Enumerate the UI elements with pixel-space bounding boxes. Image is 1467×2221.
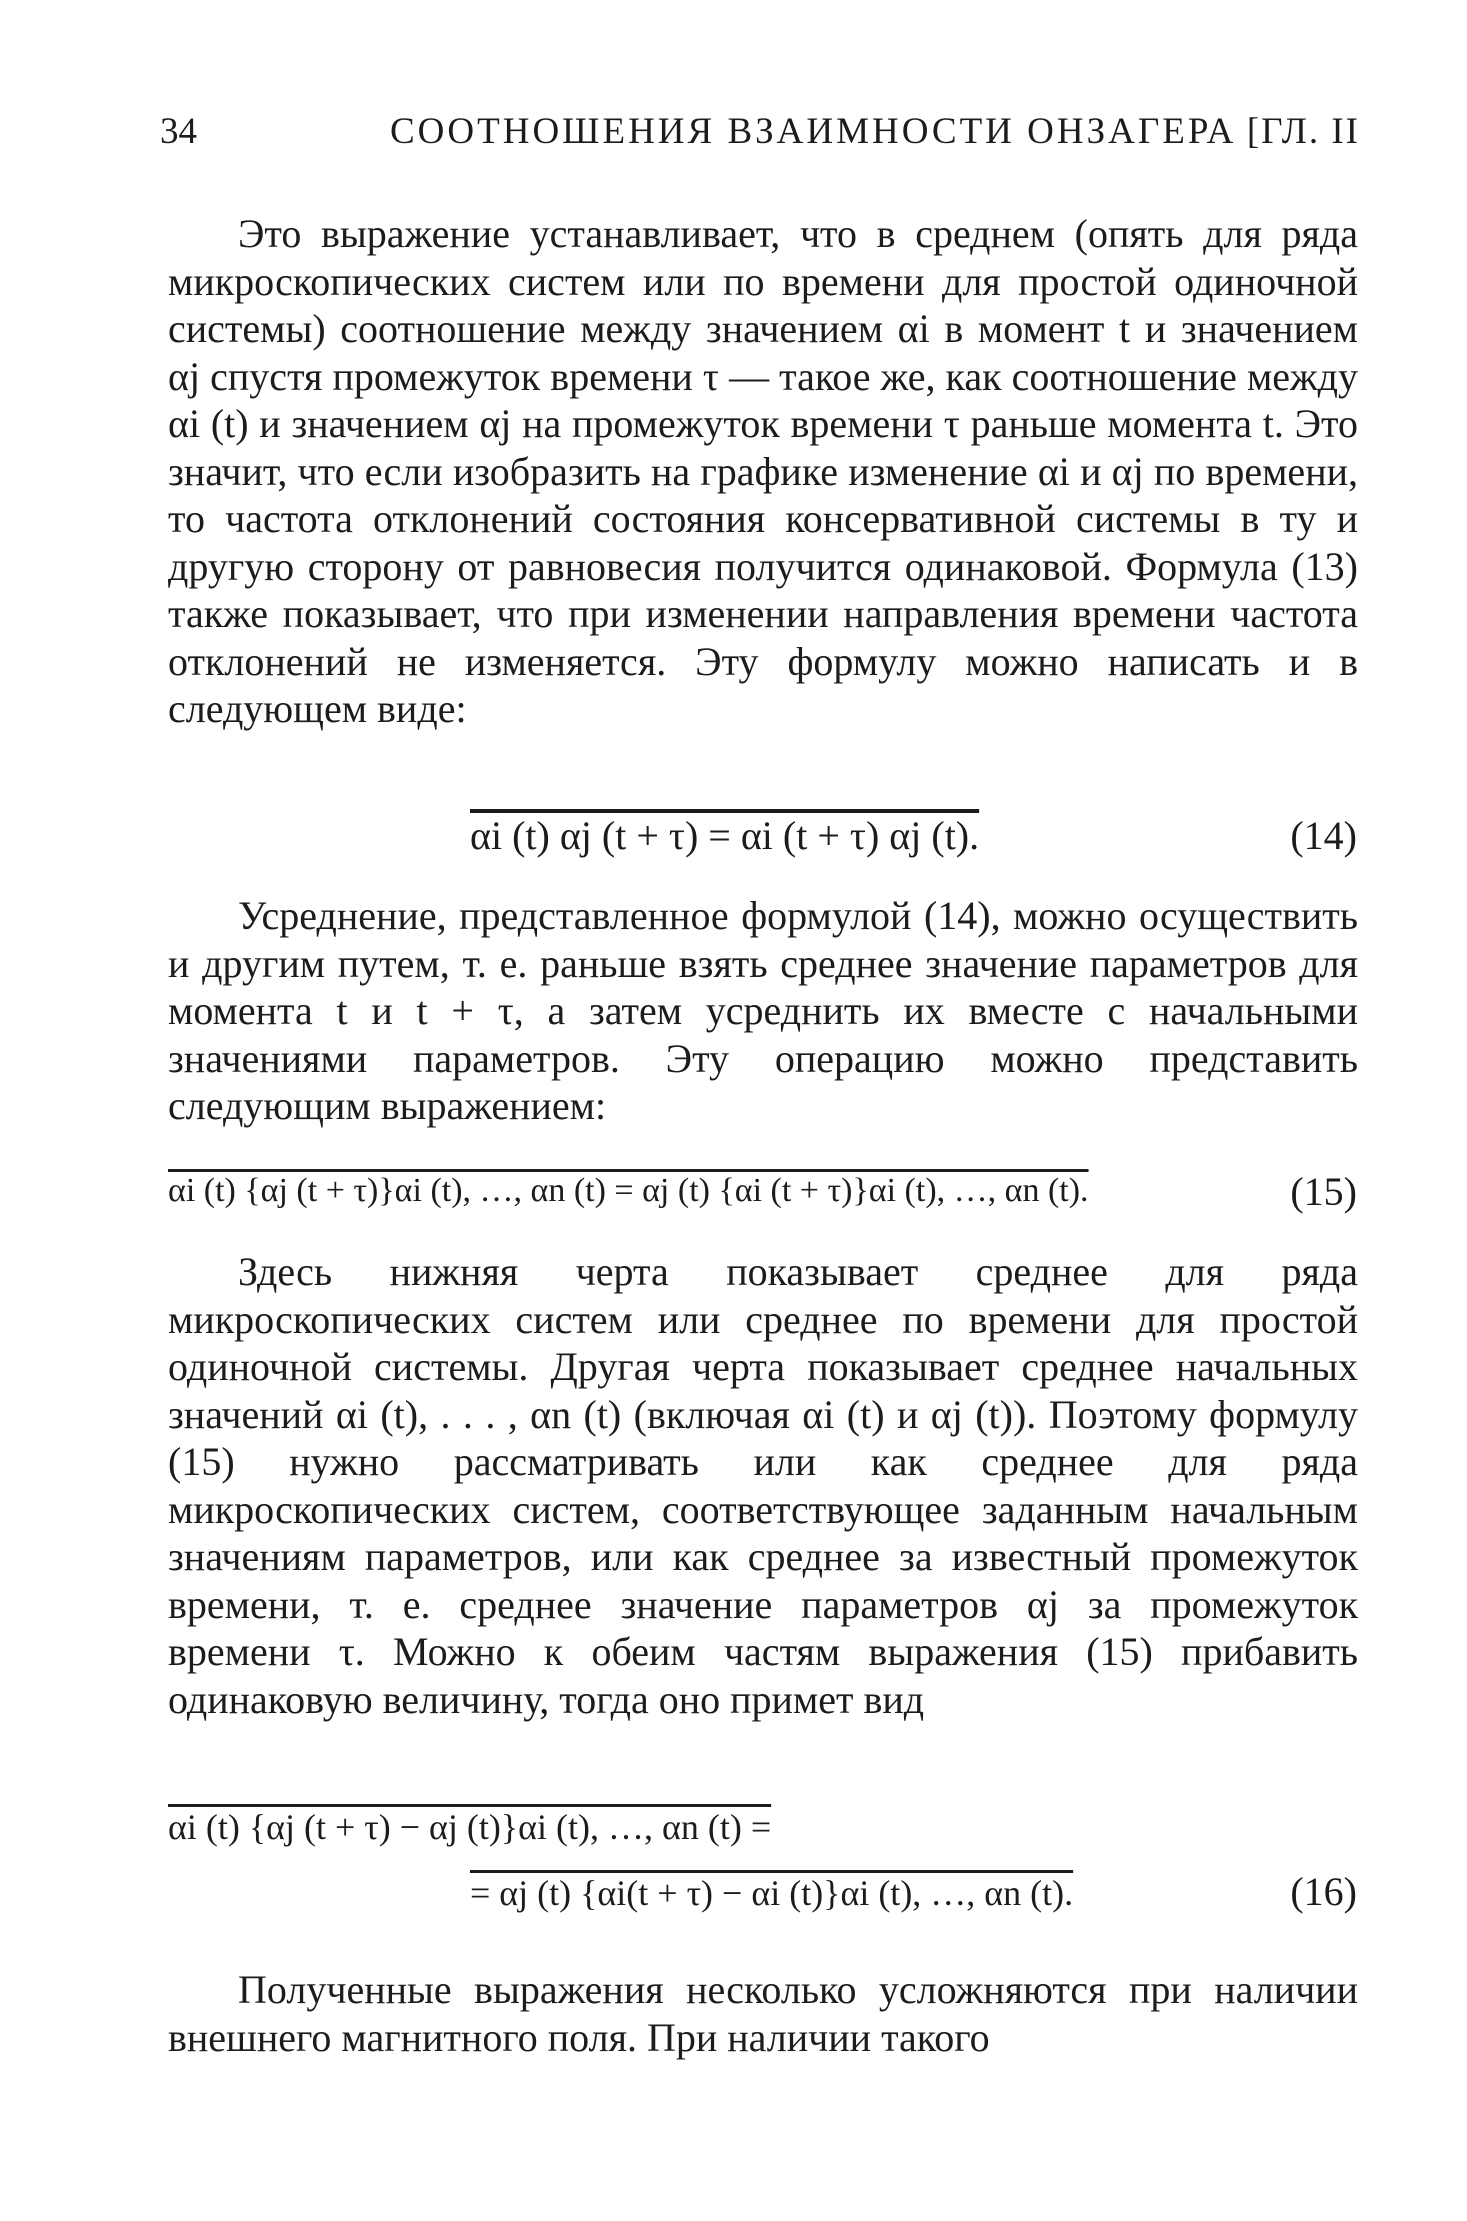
equation-15: αi (t) {αj (t + τ)}αi (t), …, αn (t) = αj (t) {αi (t + τ)}αi (t), …, αn (t). [168,1172,1089,1209]
equation-14-number: (14) [1290,813,1357,858]
equation-16-line-2: = αj (t) {αi(t + τ) − αi (t)}αi (t), …, αn (t). [470,1873,1074,1913]
equation-15-number: (15) [1290,1169,1357,1214]
chapter-label: [ГЛ. II [1246,111,1360,152]
paragraph-3: Здесь нижняя черта показывает среднее для ряда микроскопических систем или среднее по времени для простой одиночной системы. Другая черта показывает среднее начальных значений αi (t), . . . , αn (t) (включая αi (t) и αj (t)). Поэтому формулу (15) нужно рассматривать или как среднее для ряда микроскопических систем, соответствующее заданным начальным значениям параметров, или как среднее за известный промежуток времени, т. е. среднее значение параметров αj за промежуток времени τ. Можно к обеим частям выражения (15) прибавить одинаковую величину, тогда оно примет вид [168,1249,1358,1722]
equation-14: αi (t) αj (t + τ) = αi (t + τ) αj (t). [470,813,980,858]
equation-16-number: (16) [1290,1869,1357,1914]
running-title: СООТНОШЕНИЯ ВЗАИМНОСТИ ОНЗАГЕРА [390,111,1237,152]
page-header [160,110,1360,170]
paragraph-2: Усреднение, представленное формулой (14), можно осуществить и другим путем, т. е. раньше взять среднее значение параметров для момента t и t + τ, а затем усреднить их вместе с начальными значениями параметров. Эту операцию можно представить следующим выражением: [168,893,1358,1128]
paragraph-4: Полученные выражения несколько усложняются при наличии внешнего магнитного поля. При наличии такого [168,1967,1358,2060]
equation-16-line-1: αi (t) {αj (t + τ) − αj (t)}αi (t), …, αn (t) = [168,1807,772,1847]
paragraph-1: Это выражение устанавливает, что в среднем (опять для ряда микроскопических систем или по времени для простой одиночной системы) соотношение между значением αi в момент t и значением αj спустя промежуток времени τ — такое же, как соотношение между αi (t) и значением αj на промежуток времени τ раньше момента t. Это значит, что если изобразить на графике изменение αi и αj по времени, то частота отклонений состояния консервативной системы в ту и другую сторону от равновесия получится одинаковой. Формула (13) также показывает, что при изменении направления времени частота отклонений не изменяется. Эту формулу можно написать и в следующем виде: [168,211,1358,731]
page-number: 34 [160,111,197,152]
